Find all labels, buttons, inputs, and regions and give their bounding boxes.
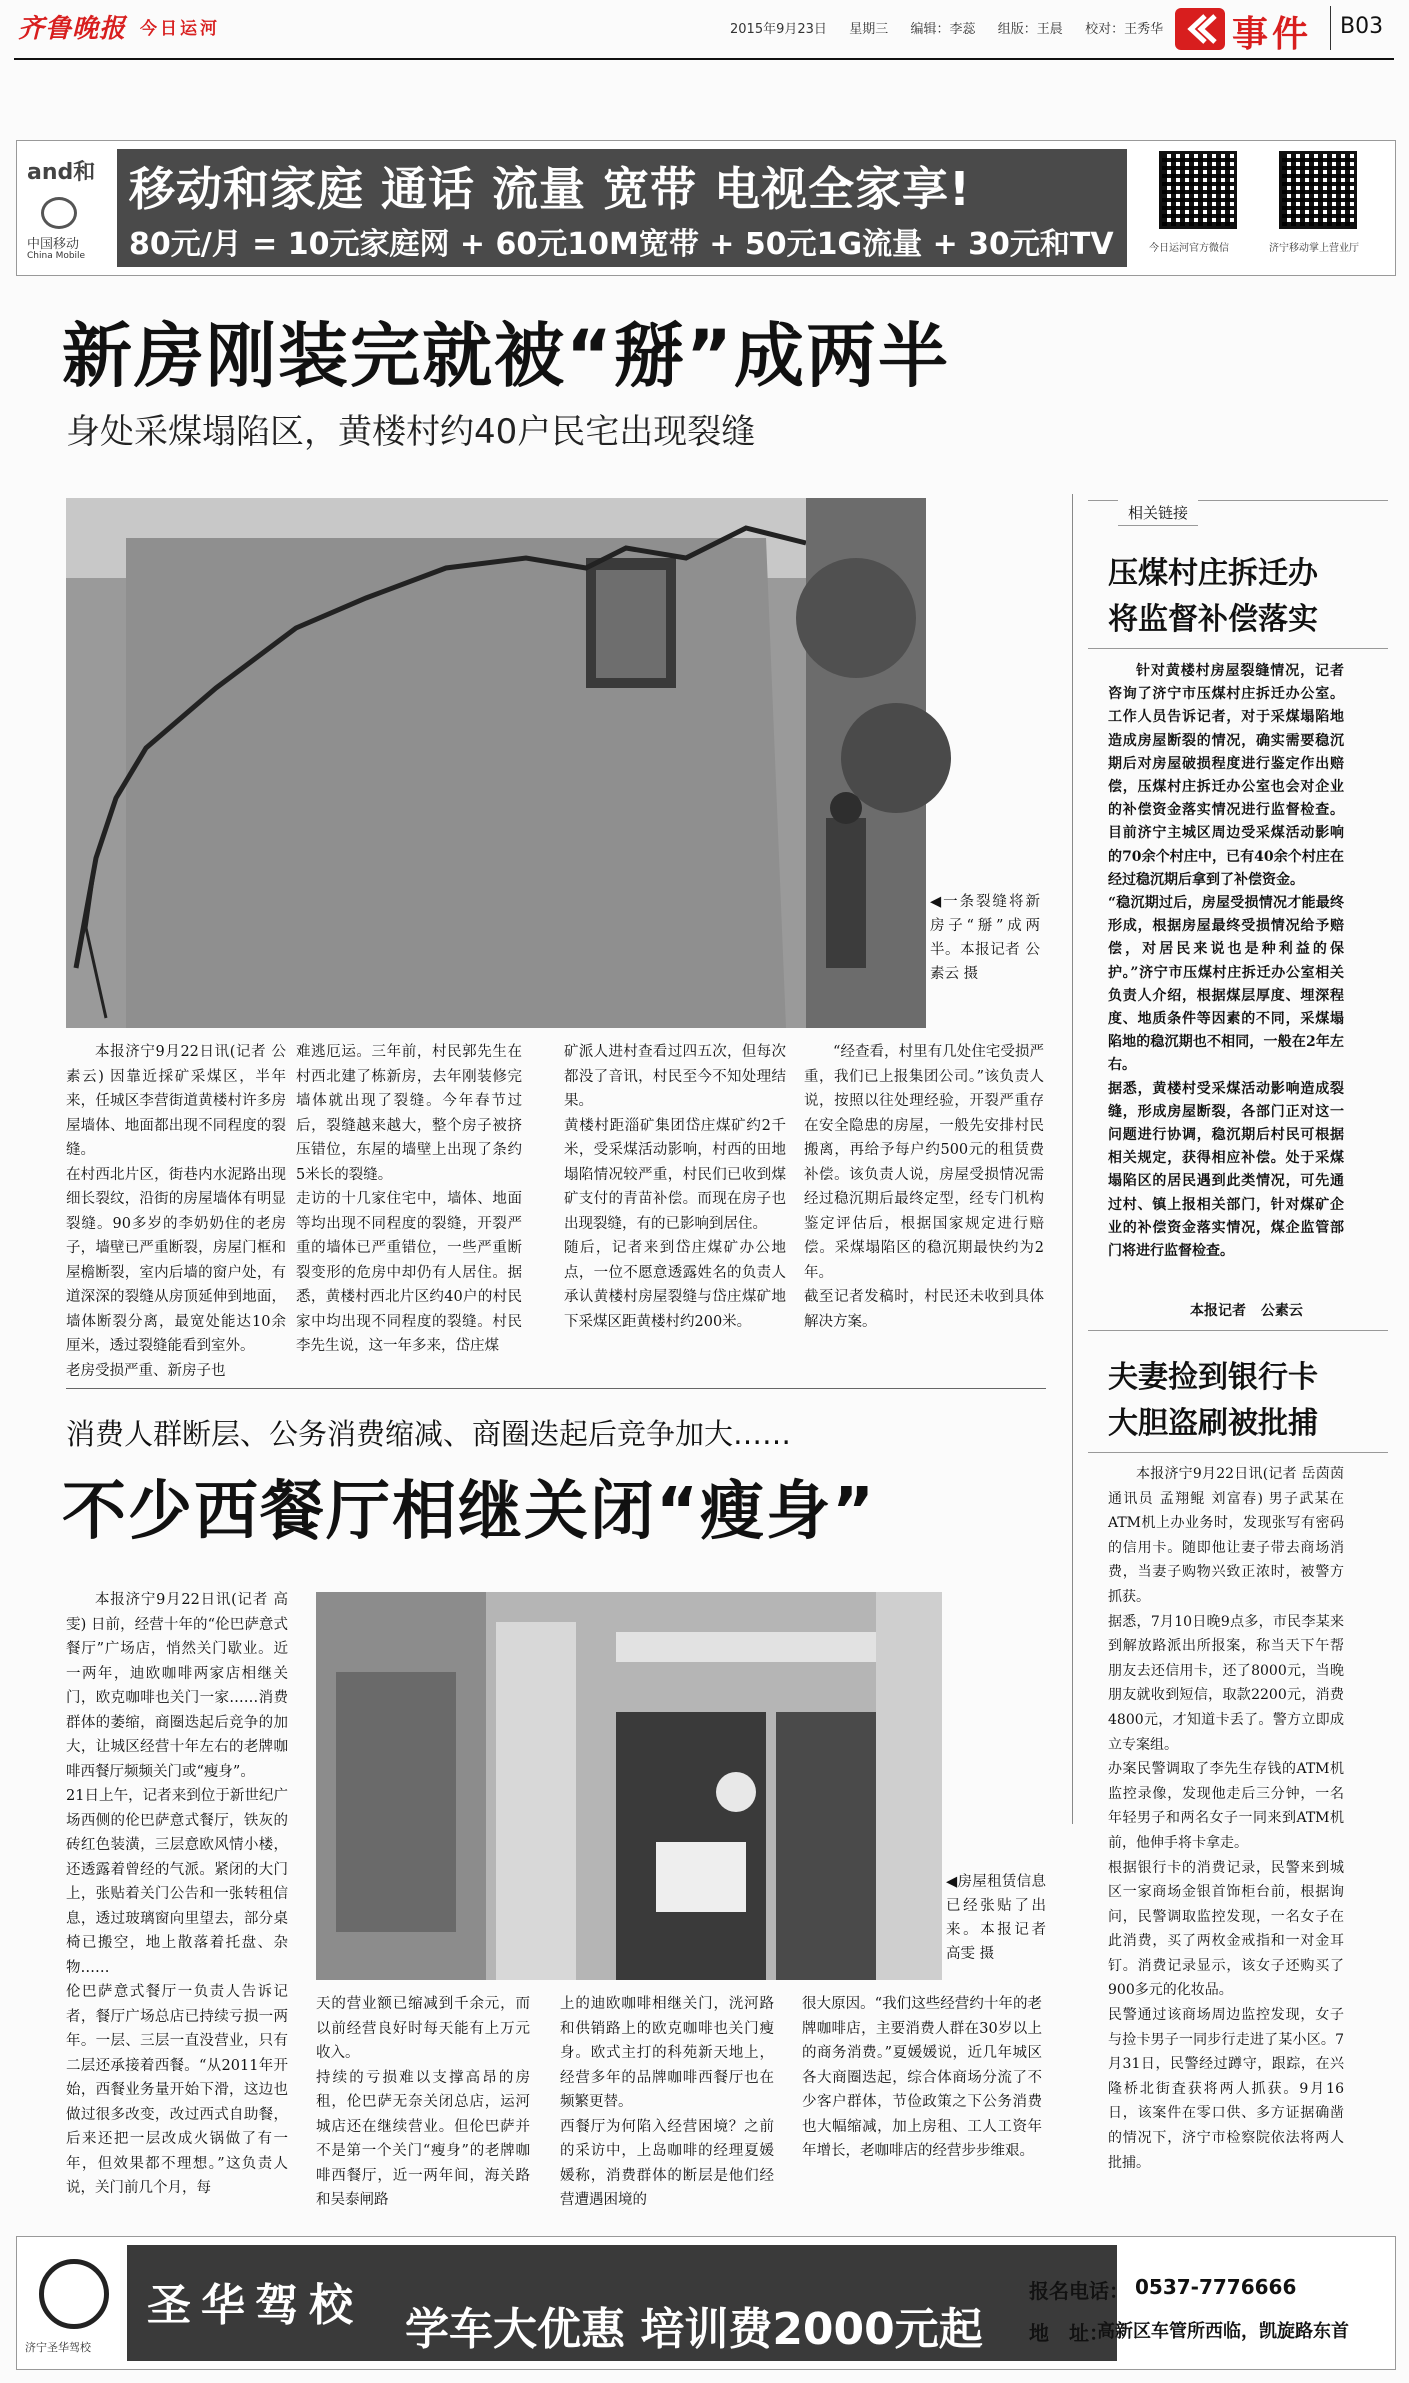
ad-offer: 80元/月 = 10元家庭网 + 60元10M宽带 + 50元1G流量 + 30元和TV: [129, 227, 1114, 262]
article1-photo-caption: ◀一条裂缝将新房子“掰”成两半。本报记者 公素云 摄: [930, 894, 1040, 982]
page-number: B03: [1340, 14, 1384, 39]
ad-headline: 移动和家庭 通话 流量 宽带 电视全家享!: [129, 162, 972, 216]
sidebar2-title-1: 夫妻捡到银行卡: [1108, 1360, 1318, 1395]
proof-credit: 校对：王秀华: [1085, 22, 1164, 37]
closed-restaurant-illustration: [316, 1592, 942, 1980]
sidebar1-body: 针对黄楼村房屋裂缝情况，记者咨询了济宁市压煤村庄拆迁办公室。工作人员告诉记者，对于采煤塌陷地造成房屋断裂的情况，确实需要稳沉期后对房屋破损程度进行鉴定作出赔偿，压煤村庄拆迁办公室也会对企业的补偿资金落实情况进行监督检查。目前济宁主城区周边受采煤活动影响的70余个村庄中，已有40余个村庄在经过稳沉期后拿到了补偿资金。 “稳沉期过后，房屋受损情况才能最终形成，根据房屋最终受损情况给予赔偿，对居民来说也是种利益的保护。”济宁市压煤村庄拆迁办公室相关负责人介绍，根据煤层厚度、埋深程度、地质条件等因素的不同，采煤塌陷地的稳沉期也不相同，一般在2年左右。 据悉，黄楼村受采煤活动影响造成裂缝，形成房屋断裂，各部门正对这一问题进行协调，稳沉期后村民可根据相关规定，获得相应补偿。处于采煤塌陷区的居民遇到此类情况，可先通过村、镇上报相关部门，针对煤矿企业的补偿资金落实情况，煤企监管部门将进行监督检查。: [1108, 663, 1344, 1260]
china-mobile-icon: [41, 197, 77, 229]
qr1-label: 今日运河官方微信: [1149, 243, 1229, 254]
newspaper-logo: 齐鲁晚报: [18, 14, 127, 44]
related-link-tag: 相关链接: [1118, 500, 1198, 526]
layout-credit: 组版：王晨: [997, 22, 1063, 37]
issue-weekday: 星期三: [849, 22, 889, 37]
section-name: 事件: [1232, 14, 1313, 55]
article1-col-1: 本报济宁9月22日讯(记者 公素云) 因靠近採矿采煤区，半年来，任城区李营街道黄楼村许多房屋墙体、地面都出现不同程度的裂缝。 在村西北片区，街巷内水泥路出现细长裂纹，沿街的房屋墙体有明显裂缝。90多岁的李奶奶住的老房子，墙壁已严重断裂，房屋门框和屋檐断裂，室内后墙的窗户处，有道深深的裂缝从房顶延伸到地面，墙体断裂分离，最宽处能达10余厘米，透过裂缝能看到室外。 老房受损严重、新房子也: [66, 1044, 286, 1379]
ad-slogan: 学车大优惠 培训费2000元起: [405, 2304, 983, 2355]
section-badge: [1175, 8, 1225, 50]
company-name: 中国移动: [27, 237, 80, 252]
cracked-wall-illustration: [66, 498, 926, 1028]
article2-kicker: 消费人群断层、公务消费缩减、商圈迭起后竞争加大……: [66, 1417, 792, 1451]
sidebar2-title-2: 大胆盗刷被批捕: [1108, 1406, 1318, 1441]
article1-col-4: “经查看，村里有几处住宅受损严重，我们已上报集团公司。”该负责人说，按照以往处理经验，开裂严重存在安全隐患的房屋，一般先安排村民搬离，再给予每户约500元的租赁费补偿。该负责人说，房屋受损情况需经过稳沉期后最终定型，经专门机构鉴定评估后，根据国家规定进行赔偿。采煤塌陷区的稳沉期最快约为2年。 截至记者发稿时，村民还未收到具体解决方案。: [804, 1044, 1044, 1330]
edition-name: 今日运河: [140, 19, 220, 39]
phone-label: 报名电话：: [1029, 2279, 1129, 2303]
brand-logo: and和: [27, 160, 96, 185]
article1-title: 新房刚装完就被“掰”成两半: [62, 315, 951, 397]
article2-photo-caption: ◀房屋租赁信息已经张贴了出来。本报记者 高雯 摄: [946, 1874, 1046, 1962]
sidebar2-body: 本报济宁9月22日讯(记者 岳茵茵 通讯员 孟翔鲲 刘富春) 男子武某在ATM机上办业务时，发现张写有密码的信用卡。随即他让妻子带去商场消费，当妻子购物兴致正浓时，被警方抓获。 据悉，7月10日晚9点多，市民李某来到解放路派出所报案，称当天下午帮朋友去还信用卡，还了8000元，当晚朋友就收到短信，取款2200元，消费4800元，才知道卡丢了。警方立即成立专案组。 办案民警调取了李先生存钱的ATM机监控录像，发现他走后三分钟，一名年轻男子和两名女子一同来到ATM机前，他伸手将卡拿走。 根据银行卡的消费记录，民警来到城区一家商场金银首饰柜台前，根据询问，民警调取监控发现，一名女子在此消费，买了两枚金戒指和一对金耳钉。消费记录显示，该女子还购买了900多元的化妆品。 民警通过该商场周边监控发现，女子与捡卡男子一同步行走进了某小区。7月31日，民警经过蹲守，跟踪，在兴隆桥北街査获将两人抓获。9月16日，该案件在零口供、多方证据确凿的情况下，济宁市检察院依法将两人批捕。: [1108, 1466, 1344, 2171]
top-ad[interactable]: [16, 140, 1396, 276]
bottom-ad[interactable]: [16, 2236, 1396, 2370]
address-label: 地 址：: [1029, 2321, 1109, 2345]
article2-title: 不少西餐厅相继关闭“瘦身”: [62, 1475, 877, 1549]
house-crack-photo: [66, 498, 926, 1028]
article2-col-2: 天的营业额已缩减到千余元，而以前经营良好时每天能有上万元收入。 持续的亏损难以支撑高昂的房租，伦巴萨无奈关闭总店，运河城店还在继续营业。但伦巴萨并不是第一个关门“瘦身”的老牌咖啡西餐厅，近一两年间，海关路和吴泰闸路: [316, 1996, 530, 2208]
company-name-en: China Mobile: [27, 251, 86, 261]
issue-date: 2015年9月23日: [730, 22, 827, 37]
driving-school-logo-icon: [39, 2259, 109, 2329]
restaurant-photo: [316, 1592, 942, 1980]
qr2-label: 济宁移动掌上营业厅: [1269, 243, 1359, 254]
date-line: [730, 18, 1163, 37]
sidebar1-title-2: 将监督补偿落实: [1108, 602, 1318, 637]
article1-col-2: 难逃厄运。三年前，村民郭先生在村西北建了栋新房，去年刚装修完墙体就出现了裂缝。今年春节过后，裂缝越来越大，整个房子被挤压错位，东屋的墙壁上出现了条约5米长的裂缝。 走访的十几家住宅中，墙体、地面等均出现不同程度的裂缝，开裂严重的墙体已严重错位，一些严重断裂变形的危房中却仍有人居住。据悉，黄楼村西北片区约40户的村民家中均出现不同程度的裂缝。村民李先生说，这一年多来，岱庄煤: [296, 1044, 522, 1354]
sidebar1-title-1: 压煤村庄拆迁办: [1108, 556, 1318, 591]
qr-code-app[interactable]: [1279, 151, 1357, 229]
sidebar1-byline: 本报记者 公素云: [1190, 1303, 1303, 1319]
article2-col-1: 本报济宁9月22日讯(记者 高雯) 日前，经营十年的“伦巴萨意式餐厅”广场店，悄然关门歇业。近一两年，迪欧咖啡两家店相继关门，欧克咖啡也关门一家……消费群体的萎缩，商圈迭起后竞争的加大，让城区经营十年左右的老牌咖啡西餐厅频频关门或“瘦身”。 21日上午，记者来到位于新世纪广场西侧的伦巴萨意式餐厅，铁灰的砖红色装潢，三层意欧风情小楼，还透露着曾经的气派。紧闭的大门上，张贴着关门公告和一张转租信息，透过玻璃窗向里望去，部分桌椅已搬空，地上散落着托盘、杂物…… 伦巴萨意式餐厅一负责人告诉记者，餐厅广场总店已持续亏损一两年。一层、三层一直没营业，只有二层还承接着西餐。“从2011年开始，西餐业务量开始下滑，这边也做过很多改变，改过西式自助餐，后来还把一层改成火锅做了有一年，但效果都不理想。”这负责人说，关门前几个月，每: [66, 1592, 288, 2196]
qr-code-wechat[interactable]: [1159, 151, 1237, 229]
article2-col-3: 上的迪欧咖啡相继关门，洸河路和供销路上的欧克咖啡也关门瘦身。欧式主打的科苑新天地上，经营多年的品牌咖啡西餐厅也在频繁更替。 西餐厅为何陷入经营困境？之前的采访中，上岛咖啡的经理夏媛媛称，消费群体的断层是他们经营遭遇困境的: [560, 1996, 774, 2208]
phone-number[interactable]: 0537-7776666: [1135, 2275, 1297, 2299]
chevron-left-icon: [1175, 8, 1225, 50]
masthead: [0, 0, 1409, 58]
school-name: 济宁圣华驾校: [25, 2341, 91, 2354]
article2-col-4: 很大原因。“我们这些经营约十年的老牌咖啡店，主要消费人群在30岁以上的商务消费。”夏媛媛说，近几年城区各大商圈迭起，综合体商场分流了不少客户群体，节俭政策之下公务消费也大幅缩减，加上房租、工人工资年年增长，老咖啡店的经营步步维艰。: [802, 1996, 1042, 2159]
school-sign: 圣华驾校: [147, 2280, 363, 2331]
address: 高新区车管所西临，凯旋路东首: [1097, 2321, 1349, 2342]
editor-credit: 编辑：李蕊: [910, 22, 976, 37]
article1-col-3: 矿派人进村查看过四五次，但每次都没了音讯，村民至今不知处理结果。 黄楼村距淄矿集团岱庄煤矿约2千米，受采煤活动影响，村西的田地塌陷情况较严重，村民们已收到煤矿支付的青苗补偿。而现在房子也出现裂缝，有的已影响到居住。 随后，记者来到岱庄煤矿办公地点，一位不愿意透露姓名的负责人承认黄楼村房屋裂缝与岱庄煤矿地下采煤区距黄楼村约200米。: [564, 1044, 786, 1330]
article1-subtitle: 身处采煤塌陷区，黄楼村约40户民宅出现裂缝: [66, 412, 756, 452]
